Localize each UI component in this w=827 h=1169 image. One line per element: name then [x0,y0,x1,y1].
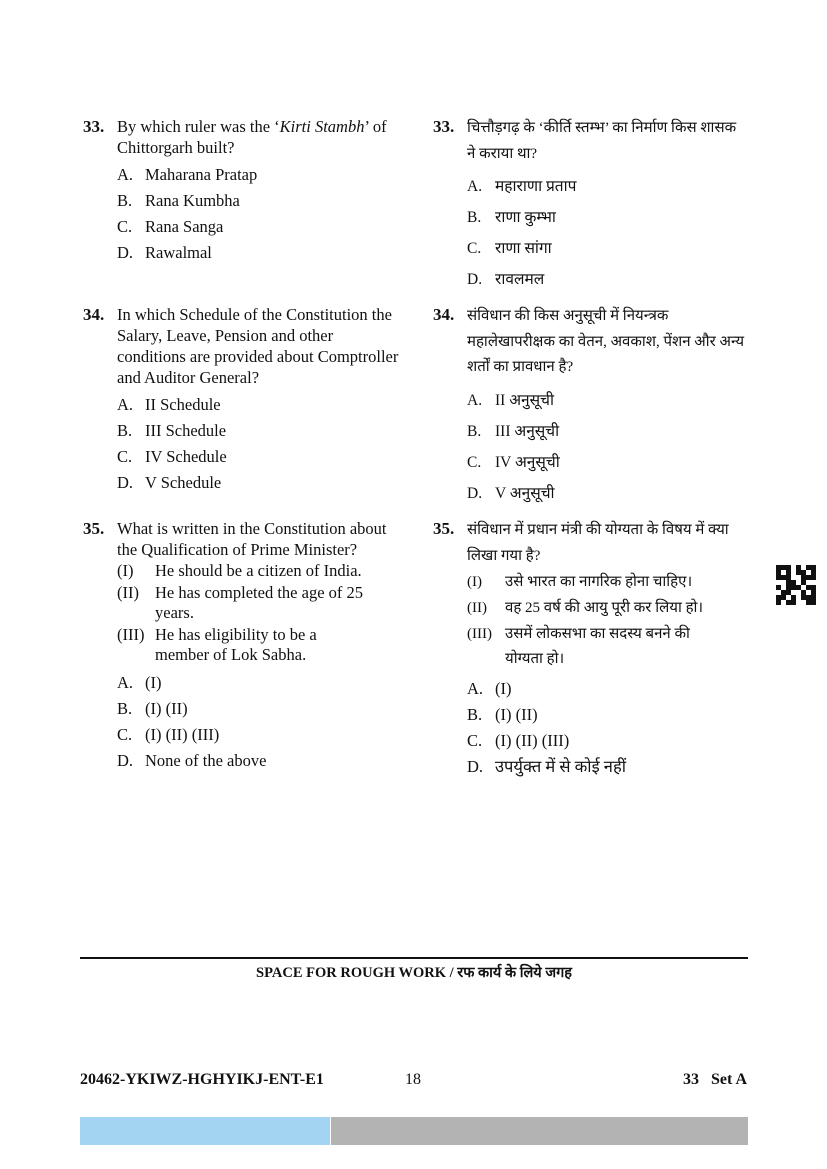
question-33-en [83,116,403,304]
option: A. Maharana Pratap [117,165,258,184]
statement: (III) He has eligibility to be a member of Lok Sabha. [117,624,317,664]
option: A. (I) [117,672,162,692]
option: D. V Schedule [117,473,222,492]
statement: (II) He has completed the age of 25 years. [117,582,364,622]
set-label: 33 Set A [683,1071,747,1088]
question-35-hi [433,518,753,780]
option: B. III अनुसूची [467,422,560,440]
option: B. Rana Kumbha [117,191,240,210]
option: B. (I) (II) [117,698,188,718]
option: A. महाराणा प्रताप [467,178,577,195]
option: D. None of the above [117,750,267,770]
question-number: 33. [83,117,105,136]
question-34-en [83,304,403,518]
statement: (I) उसे भारत का नागरिक होना चाहिए। [467,574,693,590]
option: A. (I) [467,679,512,698]
footer-code: 20462-YKIWZ-HGHYIKJ-ENT-E1 [80,1071,324,1088]
question-text: संविधान की किस अनुसूची में नियन्त्रक महालेखापरीक्षक का वेतन, अवकाश, पेंशन और अन्य शर्तों का प्रावधान है? [467,308,745,375]
question-number: 34. [433,305,455,324]
option: B. राणा कुम्भा [467,209,556,226]
question-text: चित्तौड़गढ़ के ‘कीर्ति स्तम्भ’ का निर्माण किस शासक ने कराया था? [467,120,737,162]
option: D. Rawalmal [117,243,212,262]
footer-bar-blue [80,1117,330,1145]
option: B. III Schedule [117,421,227,440]
question-34-hi [433,304,753,518]
question-33-hi [433,116,753,304]
divider [80,957,748,959]
option: B. (I) (II) [467,705,538,724]
question-text: संविधान में प्रधान मंत्री की योग्यता के विषय में क्या लिखा गया है? [467,522,729,564]
option: C. राणा सांगा [467,240,552,257]
page-number: 18 [405,1071,421,1088]
option: C. Rana Sanga [117,217,224,236]
english-column [83,116,403,774]
question-text: What is written in the Constitution about the Qualification of Prime Minister? [117,519,387,559]
statement: (II) वह 25 वर्ष की आयु पूरी कर लिया हो। [467,600,704,616]
option: D. रावलमल [467,271,545,288]
statement: (III) उसमें लोकसभा का सदस्य बनने की योग्यता हो। [467,626,690,667]
question-text: By which ruler was the ‘Kirti Stambh’ of Chittorgarh built? [117,117,387,157]
question-number: 34. [83,305,105,324]
option: D. उपर्युक्त में से कोई नहीं [467,757,626,776]
statement: (I) He should be a citizen of India. [117,561,362,580]
question-number: 35. [433,519,455,538]
hindi-column [433,116,753,780]
option: C. (I) (II) (III) [467,731,570,750]
option: D. V अनुसूची [467,484,555,502]
qr-module [811,600,816,605]
question-number: 33. [433,117,455,136]
rough-work-label: SPACE FOR ROUGH WORK / रफ कार्य के लिये जगह [256,965,572,981]
question-text: In which Schedule of the Constitution the Salary, Leave, Pension and other conditions are provided about Comptroller and Auditor General? [117,305,399,387]
option: C. IV अनुसूची [467,453,560,471]
option: A. II अनुसूची [467,391,554,409]
option: A. II Schedule [117,395,221,414]
option: C. IV Schedule [117,447,227,466]
qr-code-icon [776,565,816,605]
footer-bar-grey [331,1117,748,1145]
question-number: 35. [83,519,105,538]
option: C. (I) (II) (III) [117,724,220,744]
question-35-en [83,518,403,774]
